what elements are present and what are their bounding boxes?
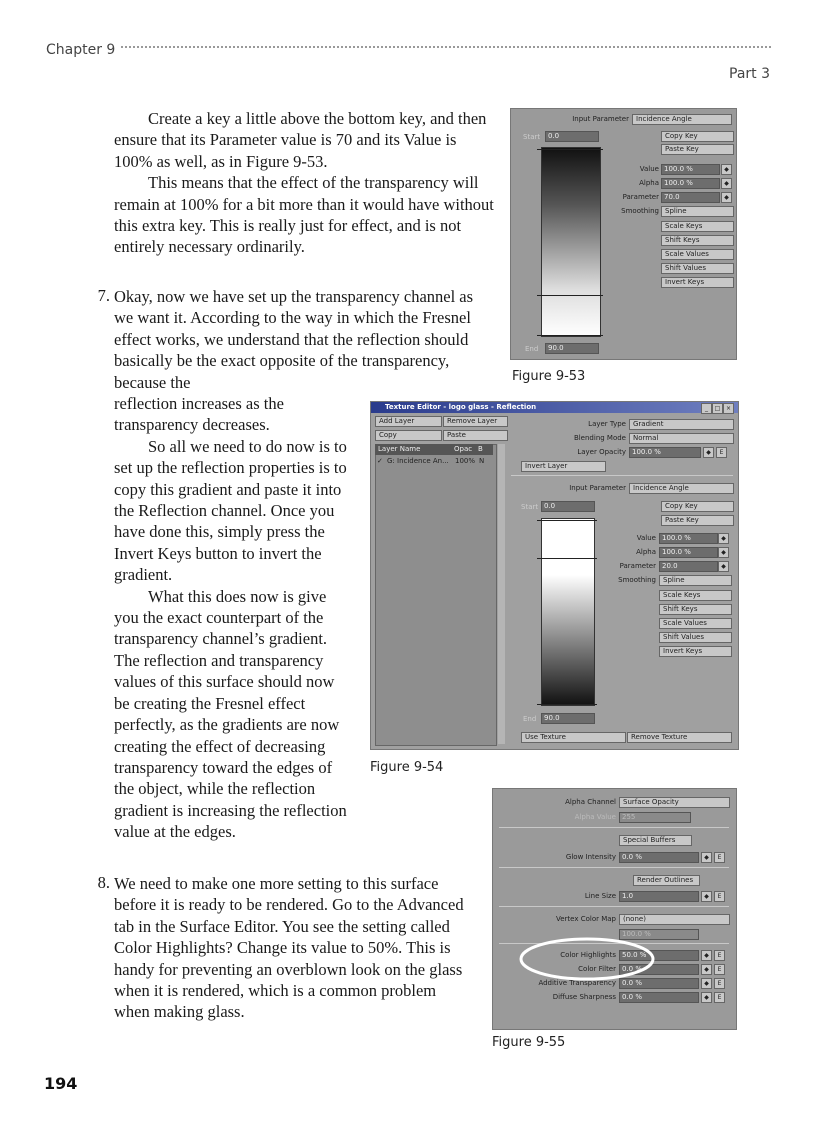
key-line-top bbox=[537, 149, 603, 150]
paste-dropdown[interactable]: Paste bbox=[443, 430, 508, 441]
running-header bbox=[46, 42, 771, 58]
render-outlines-button[interactable]: Render Outlines bbox=[633, 875, 700, 886]
shift-keys-button[interactable]: Shift Keys bbox=[659, 604, 732, 615]
color-filter-envelope-button[interactable]: E bbox=[714, 964, 725, 975]
alpha-value-label: Alpha Value bbox=[574, 813, 616, 821]
alpha-label: Alpha bbox=[639, 179, 659, 187]
color-highlights-field[interactable]: 50.0 % bbox=[619, 950, 699, 961]
additive-transparency-field[interactable]: 0.0 % bbox=[619, 978, 699, 989]
value-label: Value bbox=[636, 534, 656, 542]
remove-texture-button[interactable]: Remove Texture bbox=[627, 732, 732, 743]
key-line-bottom bbox=[537, 704, 597, 705]
vertex-color-map-dropdown[interactable]: (none) bbox=[619, 914, 730, 925]
glow-intensity-field[interactable]: 0.0 % bbox=[619, 852, 699, 863]
separator-1 bbox=[499, 827, 729, 828]
line-size-envelope-button[interactable]: E bbox=[714, 891, 725, 902]
key-line-top bbox=[537, 520, 597, 521]
additive-spinner-icon[interactable]: ◆ bbox=[701, 978, 712, 989]
value-label: Value bbox=[639, 165, 659, 173]
layer-row-b: N bbox=[479, 457, 485, 465]
key-line-middle bbox=[537, 558, 597, 559]
remove-layer-button[interactable]: Remove Layer bbox=[443, 416, 508, 427]
alpha-spinner-icon[interactable]: ◆ bbox=[721, 178, 732, 189]
list-item-8 bbox=[114, 873, 474, 1023]
layer-row-name: G: Incidence An... bbox=[387, 457, 449, 465]
diffuse-sharpness-field[interactable]: 0.0 % bbox=[619, 992, 699, 1003]
glow-spinner-icon[interactable]: ◆ bbox=[701, 852, 712, 863]
vertex-color-map-label: Vertex Color Map bbox=[556, 915, 616, 923]
gradient-bar[interactable] bbox=[541, 147, 601, 337]
input-parameter-dropdown[interactable]: Incidence Angle bbox=[629, 483, 734, 494]
smoothing-label: Smoothing bbox=[621, 207, 659, 215]
input-parameter-label: Input Parameter bbox=[569, 484, 626, 492]
parameter-label: Parameter bbox=[622, 193, 659, 201]
paragraph-3: So all we need to do now is to set up the reflection properties is to copy this gradient and paste it into the Reflection channel. Once you have done this, simply press the Invert Keys button to invert the gradient. bbox=[114, 436, 347, 585]
figure-9-55-screenshot bbox=[492, 788, 737, 1030]
shift-values-button[interactable]: Shift Values bbox=[661, 263, 734, 274]
alpha-field[interactable]: 100.0 % bbox=[659, 547, 718, 558]
smoothing-label: Smoothing bbox=[618, 576, 656, 584]
part-label: Part 3 bbox=[729, 66, 770, 82]
page-number: 194 bbox=[44, 1074, 78, 1093]
alpha-channel-dropdown[interactable]: Surface Opacity bbox=[619, 797, 730, 808]
color-highlights-label: Color Highlights bbox=[560, 951, 616, 959]
col-layer-name: Layer Name bbox=[375, 444, 451, 455]
smoothing-dropdown[interactable]: Spline bbox=[661, 206, 734, 217]
glow-intensity-label: Glow Intensity bbox=[565, 853, 616, 861]
key-line-bottom bbox=[537, 335, 603, 336]
layer-check-icon[interactable]: ✓ bbox=[377, 457, 383, 465]
color-filter-label: Color Filter bbox=[578, 965, 616, 973]
layer-opacity-spinner-icon[interactable]: ◆ bbox=[703, 447, 714, 458]
separator-2 bbox=[499, 867, 729, 868]
key-line-middle bbox=[537, 295, 603, 296]
color-highlights-envelope-button[interactable]: E bbox=[714, 950, 725, 961]
list-item-7-text: Okay, now we have set up the transparency channel as we want it. According to the way in which the Fresnel effect works, we understand that the reflection should basically be the exact opposite of the transparency, because the bbox=[114, 287, 474, 392]
add-layer-dropdown[interactable]: Add Layer bbox=[375, 416, 442, 427]
copy-dropdown[interactable]: Copy bbox=[375, 430, 442, 441]
layer-opacity-label: Layer Opacity bbox=[577, 448, 626, 456]
value-field[interactable]: 100.0 % bbox=[661, 164, 720, 175]
input-parameter-label: Input Parameter bbox=[572, 115, 629, 123]
scale-keys-button[interactable]: Scale Keys bbox=[661, 221, 734, 232]
line-size-label: Line Size bbox=[584, 892, 616, 900]
paragraph-group-1 bbox=[114, 108, 499, 258]
alpha-value-field[interactable]: 255 bbox=[619, 812, 691, 823]
paragraph-4-start bbox=[114, 586, 354, 843]
special-buffers-button[interactable]: Special Buffers bbox=[619, 835, 692, 846]
parameter-field[interactable]: 70.0 bbox=[661, 192, 720, 203]
diffuse-sharpness-label: Diffuse Sharpness bbox=[552, 993, 616, 1001]
color-highlights-spinner-icon[interactable]: ◆ bbox=[701, 950, 712, 961]
figure-9-53-screenshot bbox=[510, 108, 737, 360]
copy-key-button[interactable]: Copy Key bbox=[661, 131, 734, 142]
layer-opacity-field[interactable]: 100.0 % bbox=[629, 447, 701, 458]
paragraph-2: This means that the effect of the transparency will remain at 100% for a bit more than it would have without this extra key. This is really just for effect, and is not entirely necessary ordinarily. bbox=[114, 173, 494, 257]
start-label: Start bbox=[521, 503, 539, 511]
layer-type-dropdown[interactable]: Gradient bbox=[629, 419, 734, 430]
col-b: B bbox=[475, 444, 493, 455]
list-item-7-continued bbox=[114, 393, 354, 843]
list-item-8-text: We need to make one more setting to this surface before it is ready to be rendered. Go to the Advanced tab in the Surface Editor. You see the setting called Color Highlights? Change its value to 50%. This is handy for preventing an overblown look on the glass when it is rendered, which is a common problem when making glass. bbox=[114, 874, 464, 1022]
layer-row-opacity: 100% bbox=[455, 457, 476, 465]
list-item-7 bbox=[114, 286, 496, 393]
col-opacity: Opac bbox=[451, 444, 475, 455]
copy-key-button[interactable]: Copy Key bbox=[661, 501, 734, 512]
scale-values-button[interactable]: Scale Values bbox=[661, 249, 734, 260]
paragraph-1: Create a key a little above the bottom key, and then ensure that its Parameter value is 70 and its Value is 100% as well, as in Figure 9-53. bbox=[114, 109, 487, 171]
shift-keys-button[interactable]: Shift Keys bbox=[661, 235, 734, 246]
end-label: End bbox=[523, 715, 537, 723]
separator bbox=[511, 475, 733, 476]
separator-3 bbox=[499, 906, 729, 907]
scale-keys-button[interactable]: Scale Keys bbox=[659, 590, 732, 601]
diffuse-spinner-icon[interactable]: ◆ bbox=[701, 992, 712, 1003]
parameter-spinner-icon[interactable]: ◆ bbox=[721, 192, 732, 203]
layer-opacity-envelope-button[interactable]: E bbox=[716, 447, 727, 458]
highlight-ellipse-annotation bbox=[517, 935, 657, 985]
parameter-field[interactable]: 20.0 bbox=[659, 561, 718, 572]
blending-mode-label: Blending Mode bbox=[573, 434, 626, 442]
list-item-7-text-b: reflection increases as the transparency decreases. bbox=[114, 394, 284, 435]
list-number-8: 8. bbox=[97, 873, 110, 892]
minimize-icon[interactable]: _ bbox=[701, 403, 712, 414]
line-size-field[interactable]: 1.0 bbox=[619, 891, 699, 902]
smoothing-dropdown[interactable]: Spline bbox=[659, 575, 732, 586]
window-title-bar bbox=[371, 402, 738, 413]
blending-mode-dropdown[interactable]: Normal bbox=[629, 433, 734, 444]
figure-9-54-caption: Figure 9-54 bbox=[370, 760, 444, 775]
value-spinner-icon[interactable]: ◆ bbox=[718, 533, 729, 544]
disabled-value-field: 100.0 % bbox=[619, 929, 699, 940]
additive-transparency-label: Additive Transparency bbox=[538, 979, 616, 987]
window-title: Texture Editor - logo glass - Reflection bbox=[385, 403, 537, 411]
diffuse-envelope-button[interactable]: E bbox=[714, 992, 725, 1003]
additive-envelope-button[interactable]: E bbox=[714, 978, 725, 989]
list-number-7: 7. bbox=[97, 286, 110, 305]
paste-key-button[interactable]: Paste Key bbox=[661, 515, 734, 526]
paragraph-4: What this does now is give you the exact counterpart of the transparency channel’s gradient. The reflection and transparency values of this surface should now be creating the Fresnel effect perfectly, as the gradients are now creating the effect of decreasing transparency toward the edges of the object, while the reflection gradient is increasing the reflection value at the edges. bbox=[114, 586, 347, 842]
value-field[interactable]: 100.0 % bbox=[659, 533, 718, 544]
end-field[interactable]: 90.0 bbox=[545, 343, 599, 354]
alpha-field[interactable]: 100.0 % bbox=[661, 178, 720, 189]
line-size-spinner-icon[interactable]: ◆ bbox=[701, 891, 712, 902]
input-parameter-dropdown[interactable]: Incidence Angle bbox=[632, 114, 732, 125]
figure-9-54-screenshot bbox=[370, 401, 739, 750]
start-field[interactable]: 0.0 bbox=[545, 131, 599, 142]
glow-envelope-button[interactable]: E bbox=[714, 852, 725, 863]
parameter-spinner-icon[interactable]: ◆ bbox=[718, 561, 729, 572]
color-filter-field[interactable]: 0.0 % bbox=[619, 964, 699, 975]
start-field[interactable]: 0.0 bbox=[541, 501, 595, 512]
alpha-label: Alpha bbox=[636, 548, 656, 556]
chapter-label: Chapter 9 bbox=[46, 42, 116, 58]
end-field[interactable]: 90.0 bbox=[541, 713, 595, 724]
layer-type-label: Layer Type bbox=[588, 420, 626, 428]
alpha-spinner-icon[interactable]: ◆ bbox=[718, 547, 729, 558]
start-label: Start bbox=[523, 133, 541, 141]
end-label: End bbox=[525, 345, 539, 353]
color-filter-spinner-icon[interactable]: ◆ bbox=[701, 964, 712, 975]
invert-keys-button[interactable]: Invert Keys bbox=[659, 646, 732, 657]
invert-keys-button[interactable]: Invert Keys bbox=[661, 277, 734, 288]
header-dots bbox=[121, 46, 771, 48]
paste-key-button[interactable]: Paste Key bbox=[661, 144, 734, 155]
gradient-bar[interactable] bbox=[541, 518, 595, 706]
shift-values-button[interactable]: Shift Values bbox=[659, 632, 732, 643]
layer-list bbox=[375, 444, 497, 746]
maximize-icon[interactable]: □ bbox=[712, 403, 723, 414]
parameter-label: Parameter bbox=[619, 562, 656, 570]
use-texture-button[interactable]: Use Texture bbox=[521, 732, 626, 743]
figure-9-55-caption: Figure 9-55 bbox=[492, 1035, 566, 1050]
scale-values-button[interactable]: Scale Values bbox=[659, 618, 732, 629]
close-icon[interactable]: × bbox=[723, 403, 734, 414]
list-scrollbar[interactable] bbox=[498, 444, 505, 744]
alpha-channel-label: Alpha Channel bbox=[565, 798, 616, 806]
figure-9-53-caption: Figure 9-53 bbox=[512, 369, 586, 384]
invert-layer-button[interactable]: Invert Layer bbox=[521, 461, 606, 472]
value-spinner-icon[interactable]: ◆ bbox=[721, 164, 732, 175]
